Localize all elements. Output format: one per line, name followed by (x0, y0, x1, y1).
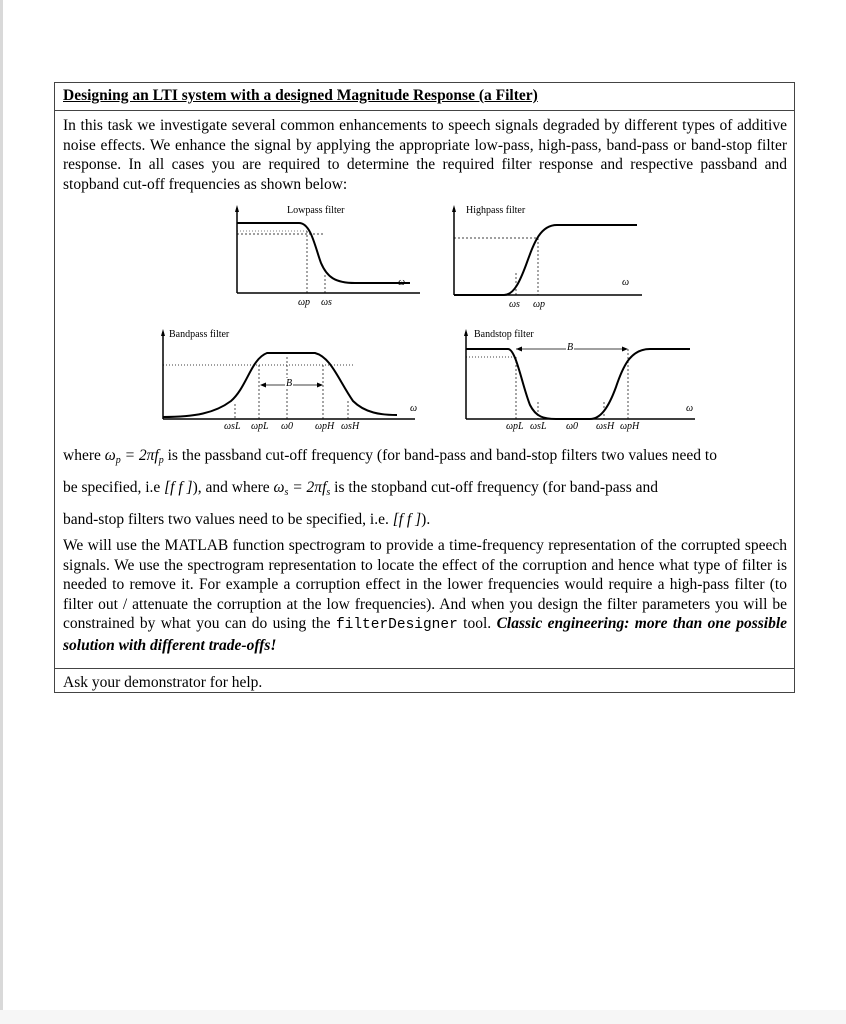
bandstop-axis-label: ω (686, 403, 694, 414)
eq3-stopband-set: [f f ] (392, 511, 422, 528)
body-tool-text: tool. (463, 615, 492, 632)
eq2-passband-set: [f f ] (164, 479, 193, 496)
bandstop-tick-4: ωsH (596, 421, 615, 432)
lowpass-tick-1: ωp (298, 297, 311, 308)
eq1-text: is the passband cut-off frequency (for band-pass and band-stop filters two values need to (167, 447, 717, 464)
equation-line-3 (63, 511, 787, 529)
body-text: We will use the MATLAB function spectrogram to provide a time-frequency representation of the corrupted speech signals. We use the spectrogram representation to locate the effect of the corruption and hence what type of filter is needed to remove it. For example a corruption effect in the lower frequencies would require a high-pass filter (to filter out / attenuate the corruption at the low frequencies). And when you design the filter parameters you will be constrained by what you can do using the (63, 537, 787, 632)
eq2-text: is the stopband cut-off frequency (for band-pass and (334, 479, 658, 496)
bandpass-figure (155, 327, 425, 432)
eq2-f-sub: s (326, 487, 331, 498)
bandpass-tick-1: ωsL (224, 421, 241, 432)
lowpass-label: Lowpass filter (287, 205, 345, 216)
task-box (54, 82, 795, 693)
highpass-label: Highpass filter (466, 205, 526, 216)
bandstop-tick-3: ω0 (566, 421, 579, 432)
task-title: Designing an LTI system with a designed Magnitude Response (a Filter) (63, 87, 538, 104)
lowpass-figure (225, 203, 425, 313)
equation-line-1 (63, 447, 787, 466)
eq1-rhs: = 2πf (120, 447, 159, 464)
footer-divider (55, 668, 794, 669)
eq2-omega: ω (273, 479, 285, 496)
bandstop-tick-1: ωpL (506, 421, 524, 432)
bandstop-tick-5: ωpH (620, 421, 640, 432)
bandpass-axis-label: ω (410, 403, 418, 414)
intro-paragraph: In this task we investigate several common enhancements to speech signals degraded by different types of additive noise effects. We enhance the signal by applying the appropriate low-pass, high-pass, band-pass or band-stop filter response. In all cases you are required to determine the required filter response and respective passband and stopband cut-off frequencies as shown below: (63, 117, 787, 193)
bandstop-tick-2: ωsL (530, 421, 547, 432)
bandpass-label: Bandpass filter (169, 329, 230, 340)
bandstop-bandwidth: B (567, 342, 574, 353)
highpass-tick-1: ωs (509, 299, 520, 310)
page-bottom (0, 1010, 846, 1024)
highpass-axis-label: ω (622, 277, 630, 288)
body-emphasis: Classic engineering: more than one possible solution with different trade-offs! (63, 615, 788, 654)
eq3-prefix: band-stop filters two values need to be specified, i.e. (63, 511, 393, 528)
eq1-prefix: where (63, 447, 101, 464)
page-edge (0, 0, 3, 1024)
eq1-omega: ω (104, 447, 116, 464)
eq1-omega-sub: p (115, 455, 121, 466)
equation-line-2 (63, 479, 787, 498)
footer-text: Ask your demonstrator for help. (63, 674, 263, 691)
bandpass-tick-5: ωsH (341, 421, 360, 432)
body-paragraph (63, 536, 787, 655)
bandstop-figure (460, 327, 700, 432)
bandstop-label: Bandstop filter (474, 329, 534, 340)
code-filterdesigner: filterDesigner (335, 617, 458, 633)
bandpass-tick-2: ωpL (251, 421, 269, 432)
bandpass-bandwidth: B (286, 378, 293, 389)
eq2-prefix: be specified, i.e (63, 479, 165, 496)
eq2-rhs: = 2πf (288, 479, 327, 496)
lowpass-axis-label: ω (398, 277, 406, 288)
eq2-omega-sub: s (284, 487, 289, 498)
eq3-suffix: ). (421, 511, 431, 528)
bandpass-tick-3: ω0 (281, 421, 294, 432)
highpass-tick-2: ωp (533, 299, 546, 310)
highpass-figure (442, 203, 652, 313)
eq2-mid: ), and where (192, 479, 274, 496)
title-divider (55, 110, 794, 111)
eq1-f-sub: p (158, 455, 164, 466)
lowpass-tick-2: ωs (321, 297, 332, 308)
bandpass-tick-4: ωpH (315, 421, 335, 432)
